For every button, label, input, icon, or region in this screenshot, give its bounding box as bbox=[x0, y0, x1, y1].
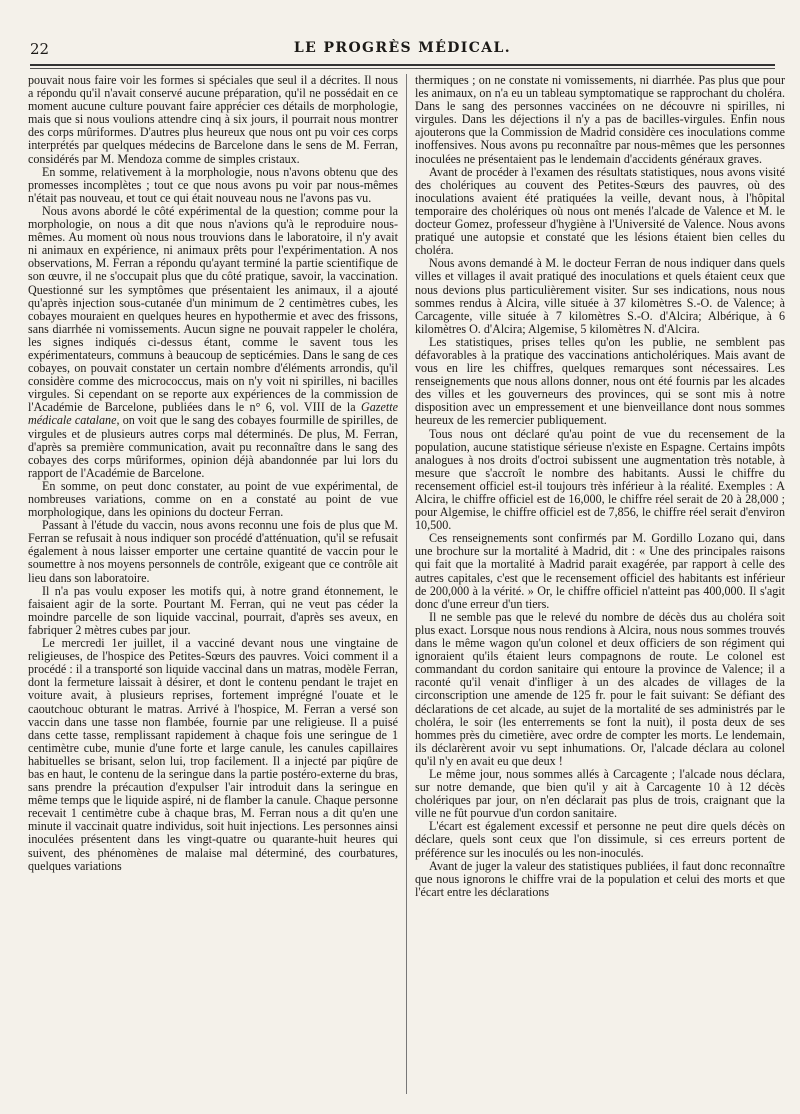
left-column bbox=[28, 74, 398, 1104]
page-number: 22 bbox=[30, 40, 50, 58]
paragraph: Ces renseignements sont confirmés par M. Gordillo Lozano qui, dans une brochure sur la mortalité à Madrid, dit : « Une des principales raisons qui fait que la mortalité à Madrid parait exagérée, par rapport à celle des autres capitales, c'est que le recensement officiel des habitants est inférieur de 200,000 à la vérité. » Or, le chiffre officiel n'atteint pas 400,000. Il s'agit donc d'une erreur d'un tiers. bbox=[415, 531, 785, 611]
paragraph: Avant de procéder à l'examen des résultats statistiques, nous avons visité des cholériques au couvent des Petites-Sœurs des pauvres, où des inoculations avaient été pratiquées la veille, devant nous, à l'hôpital temporaire des cholériques où nous ont menés l'alcade de Valence et M. le docteur Gomez, professeur d'hygiène à l'Université de Valence. Nous avons pratiqué une autopsie et constaté que les lésions étaient bien celles du choléra. bbox=[415, 164, 785, 258]
paragraph: Nous avons demandé à M. le docteur Ferran de nous indiquer dans quels villes et villages il avait pratiqué des inoculations et quels étaient ceux que nous devions plus particulièrement visiter. Sur ses indications, nous nous sommes rendus à Alcira, ville située à 37 kilomètres S.-O. de Valence; à Carcagente, ville située à 7 kilomètres S.-O. d'Alcira; Albérique, à 6 kilomètres O. d'Alcira; Algemise, 5 kilomètres N. d'Alcira. bbox=[415, 256, 785, 336]
paragraph: Les statistiques, prises telles qu'on les publie, ne semblent pas défavorables à la pratique des vaccinations anticholériques. Mais avant de vous en lire les chiffres, quelques remarques sont nécessaires. Les renseignements que nous allons donner, nous ont été fournis par les alcades des villes et les gouverneurs des provinces, qui se sont mis à notre disposition avec un empressement et une bienveillance dont nous sommes heureux de les remercier publiquement. bbox=[415, 334, 785, 428]
paragraph: Le mercredi 1er juillet, il a vacciné devant nous une vingtaine de religieuses, de l'hospice des Petites-Sœurs des pauvres. Voici comment il a procédé : il a transporté son liquide vaccinal dans un matras, modèle Ferran, dont la fermeture laissait à désirer, et dont le contenu pendant le trajet en voiture avait, à plusieurs reprises, fortement imprégné l'ouate et le caoutchouc obturant le matras. Arrivé à l'hospice, M. Ferran a versé son vaccin dans une tasse non flambée, fournie par une religieuse. Il a puisé dans cette tasse, remplissant rapidement à chaque fois une seringue de 1 centimètre cube, munie d'une forte et large canule, les canules capillaires habituelles se brisant, selon lui, trop facilement. Il a injecté par piqûre de bas en haut, le contenu de la seringue dans la partie postéro-externe du bras, sans prendre la précaution d'expulser l'air introduit dans la seringue en même temps que le liquide aspiré, ni de flamber la canule. Chaque personne recevait 1 centimètre cube à chaque bras, M. Ferran nous a dit qu'en une minute il vaccinait quatre individus, soit huit injections. Les personnes ainsi inoculées présentent dans les vingt-quatre ou quarante-huit heures qui suivent, des phénomènes de malaise mal déterminé, des courbatures, quelques variations bbox=[28, 636, 398, 873]
header-rule-thin bbox=[30, 68, 775, 69]
paragraph: L'écart est également excessif et personne ne peut dire quels décès on déclare, quels sont ceux que l'on dissimule, si ces erreurs portent de préférence sur les inoculés ou les non-inoculés. bbox=[415, 819, 785, 860]
column-divider bbox=[406, 74, 407, 1094]
paragraph: Passant à l'étude du vaccin, nous avons reconnu une fois de plus que M. Ferran se refusait à nous indiquer son procédé d'atténuation, qu'il se refusait également à nous laisser emporter une certaine quantité de vaccin pour le soumettre à nos moyens personnels de contrôle, exigeant que ce contrôle ait lieu dans son laboratoire. bbox=[28, 518, 398, 585]
paragraph: Il n'a pas voulu exposer les motifs qui, à notre grand étonnement, le faisaient agir de la sorte. Pourtant M. Ferran, qui ne veut pas céder la moindre parcelle de son liquide vaccinal, pourrait, d'après ses aveux, en fabriquer 2 mètres cubes par jour. bbox=[28, 583, 398, 637]
paragraph-text: , on voit que le sang bbox=[116, 413, 215, 428]
paragraph: Il ne semble pas que le relevé du nombre de décès dus au choléra soit plus exact. Lorsque nous nous rendions à Alcira, nous nous sommes trouvés dans le même wagon qu'un colonel et deux officiers de son régiment qui ignoraient qu'ils étaient leurs compagnons de route. Le colonel est commandant du cordon sanitaire qui entoure la province de Valence; il a raconté qu'il venait d'infliger à un des alcades de villages de la circonscription une amende de 125 fr. pour le fait suivant: Se défiant des déclarations de cet alcade, au sujet de la mortalité de ses administrés par le choléra, le soir (les enterrements se font la nuit), il posta deux de ses hommes près du cimetière, avec ordre de compter les morts. Le lendemain, ils déclarèrent avoir vu sept inhumations. Or, l'alcade déclara au colonel qu'il n'y en avait eu que deux ! bbox=[415, 609, 785, 768]
journal-title: Gazette médicale catalane bbox=[28, 400, 398, 428]
paragraph: thermiques ; on ne constate ni vomissements, ni diarrhée. Pas plus que pour les animaux, on n'a eu un tableau symptomatique se rapprochant du choléra. Dans le sang des personnes vaccinées on ne découvre ni spirilles, ni virgules. Dans les déjections il n'y a pas de bacilles-virgules. Enfin nous ajouterons que la Commission de Madrid considère ces inoculations comme inoffensives. Nous avons pu reconnaître par nous-mêmes que les personnes inoculées ne présentaient pas le lendemain d'accidents généraux graves. bbox=[415, 74, 785, 166]
paragraph: pouvait nous faire voir les formes si spéciales que seul il a décrites. Il nous a répondu qu'il n'avait conservé aucune préparation, qu'il ne possédait en ce moment aucune culture pouvant faire apprécier ces détails de morphologie, mais que si nous voulions attendre cinq à six jours, il pourrait nous montrer des corps mûriformes. D'autres plus heureux que nous ont pu voir ces corps interprétés par quelques médecins de Barcelone dans le sens de M. Ferran, considérés par M. Mendoza comme de simples cristaux. bbox=[28, 74, 398, 166]
paragraph: En somme, relativement à la morphologie, nous n'avons obtenu que des promesses incomplètes ; tout ce que nous avons pu voir par nous-mêmes n'était pas nouveau, et tout ce qui était nouveau nous ne l'avons pas vu. bbox=[28, 164, 398, 205]
right-column bbox=[415, 74, 785, 1104]
page-header bbox=[30, 40, 775, 62]
paragraph: En somme, on peut donc constater, au point de vue expérimental, de nombreuses variations, comme on en a constaté au point de vue morphologique, dans les opinions du docteur Ferran. bbox=[28, 478, 398, 520]
paragraph: Le même jour, nous sommes allés à Carcagente ; l'alcade nous déclara, sur notre demande, que bien qu'il y ait à Carcagente 10 à 12 décès cholériques par jour, on n'en déclarait pas plus de trois, craignant que la ville ne fût pourvue d'un cordon sanitaire. bbox=[415, 766, 785, 821]
header-rule bbox=[30, 64, 775, 66]
paragraph: Avant de juger la valeur des statistiques publiées, il faut donc reconnaître que nous ignorons le chiffre vrai de la population et celui des morts et que l'écart entre les déclarations bbox=[415, 858, 785, 899]
paragraph: Tous nous ont déclaré qu'au point de vue du recensement de la population, aucune statistique sérieuse n'existe en Espagne. Certains impôts analogues à nos droits d'octroi subissent une augmentation très notable, à mesure que s'accroît le nombre des habitants. Aussi le chiffre du recensement officiel est-il toujours très inférieur à la réalité. Exemples : A Alcira, le chiffre officiel est de 16,000, le chiffre réel serait de 20 à 28,000 ; pour Algemise, le chiffre officiel est de 7,856, le chiffre réel serait d'environ 10,500. bbox=[415, 426, 785, 533]
paragraph-text: des cobayes fourmille de spirilles, de virgules et de plusieurs autres corps mal déterminés. De plus, M. Ferran, d'après sa première communication, avait pu reconnaître dans le sang des cobayes des corps mûriformes, opinion déjà abandonnée par lui lors du rapport de l'Académie de Barcelone. bbox=[28, 413, 398, 480]
paragraph-text: Nous avons abordé le côté expérimental de la question; comme pour la morphologie, on nous a dit que nous n'avions qu'à le reproduire nous-mêmes. Au moment où nous nous trouvions dans le laboratoire, il n'y avait ni animaux en expérience, ni animaux prêts pour l'expérimentation. A nos observations, M. Ferran a répondu qu'ayant terminé la partie scientifique de son œuvre, il ne s'occupait plus que du côté pratique, savoir, la vaccination. Questionné sur les symptômes que présentaient les animaux, il a ajouté qu'après injection sous-cutanée d'un minimum de 2 centimètres cubes, les cobayes mouraient en quelques heures en hypothermie et avec des frissons, sans diarrhée ni vomissements. Aucun signe ne pouvait rappeler le choléra, les signes indiqués ci-dessus étant, comme le savent tous les expérimentateurs, communs à beaucoup de septicémies. Dans le sang de ces cobayes, on pouvait constater un certain nombre d'éléments arrondis, qu'il considère comme des micrococcus, mais on n'y voit ni spirilles, ni bacilles virgules. Si cependant on se reporte aux expériences de la commission de l'Académie de Barcelone, publiées dans le n° 6, vol. VIII de la bbox=[28, 203, 398, 415]
running-title: LE PROGRÈS MÉDICAL. bbox=[293, 40, 512, 56]
paragraph bbox=[28, 205, 398, 480]
